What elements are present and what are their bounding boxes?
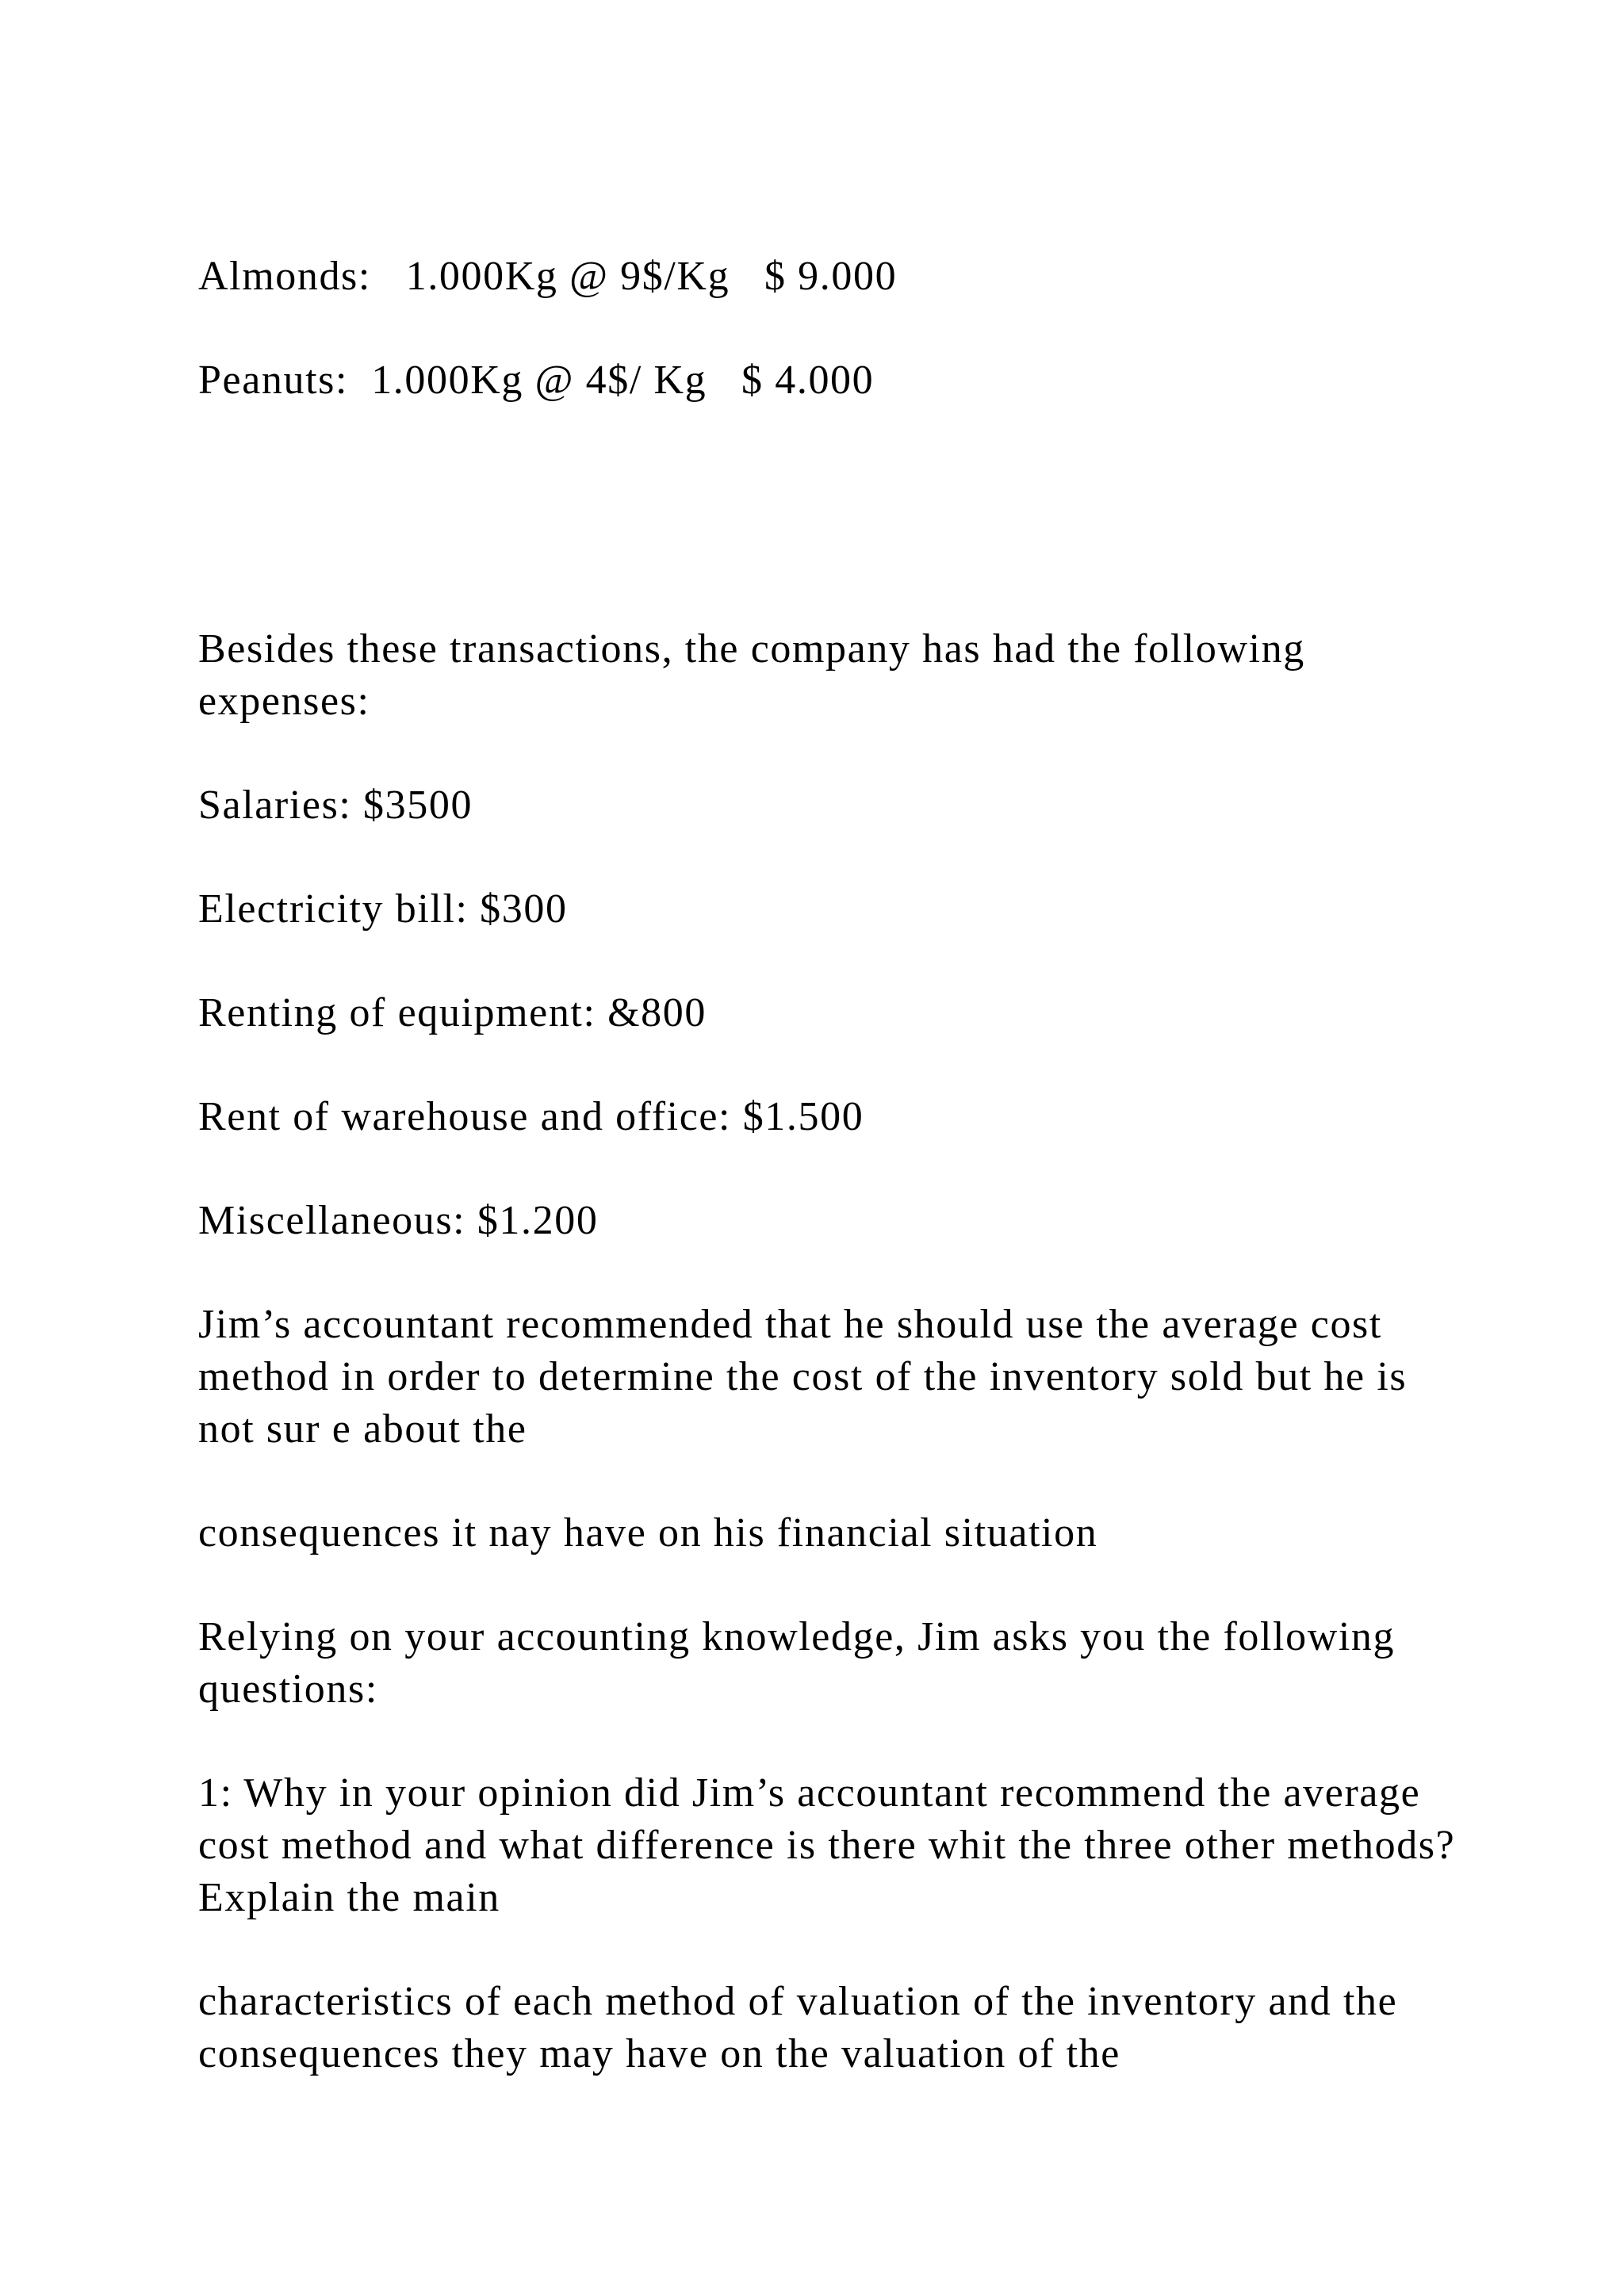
expense-miscellaneous: Miscellaneous: $1.200 xyxy=(198,1198,599,1243)
paragraph-accountant-recommendation: Jim’s accountant recommended that he should use the average cost method in order to determine the cost of the inventory sold but he is not sur e about the xyxy=(198,1302,1408,1452)
document-body xyxy=(198,251,1467,2132)
expense-salaries: Salaries: $3500 xyxy=(198,783,473,828)
paragraph-questions-intro: Relying on your accounting knowledge, Jim asks you the following questions: xyxy=(198,1614,1396,1712)
paragraph-consequences: consequences it nay have on his financial situation xyxy=(198,1510,1098,1556)
question-1: 1: Why in your opinion did Jim’s accountant recommend the average cost method and what difference is there whit the three other methods? Explain the main xyxy=(198,1770,1456,1920)
paragraph-expenses-intro: Besides these transactions, the company has had the following expenses: xyxy=(198,626,1305,724)
expense-electricity: Electricity bill: $300 xyxy=(198,886,568,932)
item-peanuts: Peanuts: 1.000Kg @ 4$/ Kg $ 4.000 xyxy=(198,358,875,403)
blank-space xyxy=(198,458,1467,623)
expense-equipment: Renting of equipment: &800 xyxy=(198,990,707,1035)
question-1-continued: characteristics of each method of valuation of the inventory and the consequences they may have on the valuation of the xyxy=(198,1979,1398,2076)
expense-rent: Rent of warehouse and office: $1.500 xyxy=(198,1094,864,1139)
item-almonds: Almonds: 1.000Kg @ 9$/Kg $ 9.000 xyxy=(198,254,898,299)
